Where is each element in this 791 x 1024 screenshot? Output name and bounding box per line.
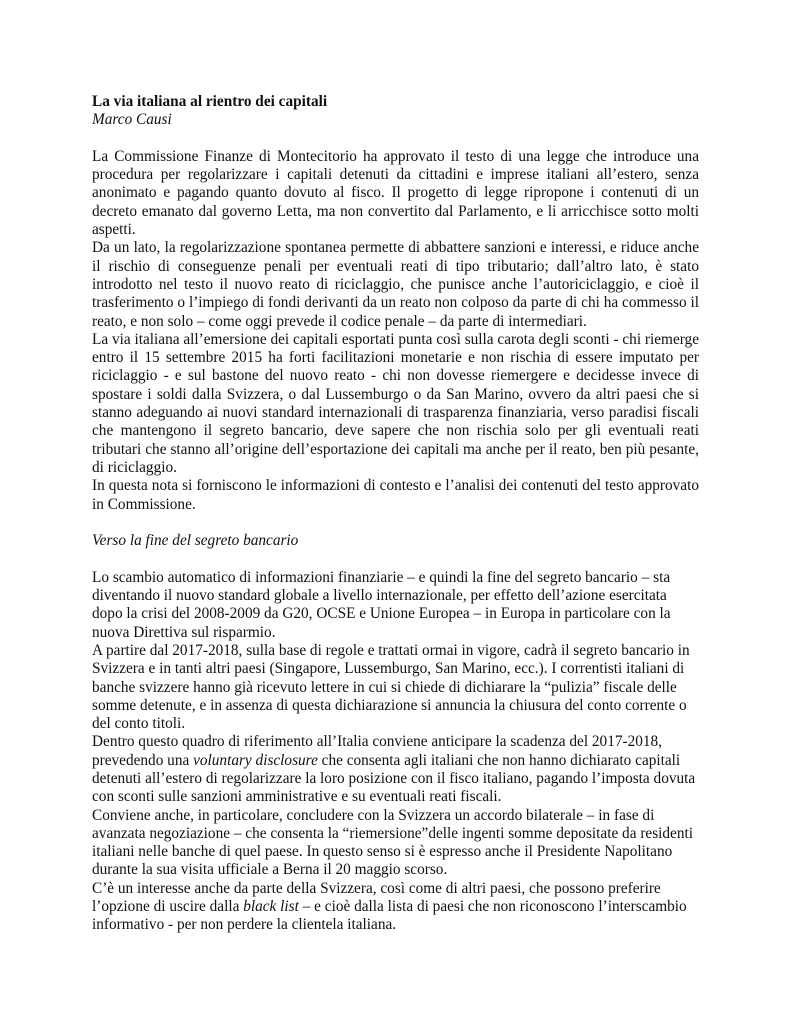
intro-paragraph: In questa nota si forniscono le informazioni di contesto e l’analisi dei contenuti del testo approvato in Commissione.: [92, 477, 699, 513]
document-page: [92, 93, 699, 935]
paragraph-text: Dentro questo quadro di riferimento all’Italia conviene anticipare la scadenza del 2017-2018, prevedendo una: [92, 733, 663, 769]
section-paragraph: Lo scambio automatico di informazioni finanziarie – e quindi la fine del segreto bancario – sta diventando il nuovo standard globale a livello internazionale, per effetto dell’azione esercitata dopo la crisi del 2008-2009 da G20, OCSE e Unione Europea – in Europa in particolare con la nuova Direttiva sul risparmio.: [92, 568, 671, 641]
paragraph-text: C’è un interesse anche da parte della Svizzera, così come di altri paesi, che possono preferire l’opzione di uscire dalla: [92, 879, 661, 916]
intro-paragraph: La Commissione Finanze di Montecitorio ha approvato il testo di una legge che introduce una procedura per regolarizzare i capitali detenuti da cittadini e imprese italiani all’estero, senza anonimato e pagando quanto dovuto al fisco. Il progetto di legge ripropone i contenuti di un decreto emanato dal governo Letta, ma non convertito dal Parlamento, e li arricchisce sotto molti aspetti.: [92, 147, 699, 239]
article-title: La via italiana al rientro dei capitali: [92, 93, 328, 110]
emphasis-text: black list: [243, 898, 299, 916]
paragraph-text: – e cioè dalla lista di paesi che non riconoscono l’interscambio informativo - per non perdere la clientela italiana.: [92, 898, 687, 934]
intro-paragraph: Da un lato, la regolarizzazione spontanea permette di abbattere sanzioni e interessi, e riduce anche il rischio di conseguenze penali per eventuali reati di tipo tributario; dall’altro lato, è stato introdotto nel testo il nuovo reato di riciclaggio, che punisce anche l’autoriciclaggio, e cioè il trasferimento o l’impiego di fondi derivanti da un reato non colposo da parte di chi ha commesso il reato, e non solo – come oggi prevede il codice penale – da parte di intermediari.: [92, 239, 699, 330]
intro-paragraph: La via italiana all’emersione dei capitali esportati punta così sulla carota degli sconti - chi riemerge entro il 15 settembre 2015 ha forti facilitazioni monetarie e non rischia di essere imputato per riciclaggio - e sul bastone del nuovo reato - chi non dovesse riemergere e decidesse invece di spostare i soldi dalla Svizzera, o dal Lussemburgo o da San Marino, ovvero da altri paesi che si stanno adeguando ai nuovi standard internazionali di trasparenza finanziaria, verso paradisi fiscali che mantengono il segreto bancario, deve sapere che non rischia solo per gli eventuali reati tributari che stanno all’origine dell’esportazione dei capitali ma anche per il reato, ben più pesante, di riciclaggio.: [92, 330, 699, 476]
section-paragraph: A partire dal 2017-2018, sulla base di regole e trattati ormai in vigore, cadrà il segreto bancario in Svizzera e in tanti altri paesi (Singapore, Lussemburgo, San Marino, ecc.). I correntisti italiani di banche svizzere hanno già ricevuto lettere in cui si chiede di dichiarare la “pulizia” fiscale delle somme detenute, e in assenza di questa dichiarazione si annuncia la chiusura del conto corrente o del conto titoli.: [92, 641, 690, 733]
section-paragraph: Conviene anche, in particolare, concludere con la Svizzera un accordo bilaterale – in fase di avanzata negoziazione – che consenta la “riemersione”delle ingenti somme depositate da residenti italiani nelle banche di quel paese. In questo senso si è espresso anche il Presidente Napolitano durante la sua visita ufficiale a Berna il 20 maggio scorso.: [92, 806, 693, 879]
paragraph-text: che consenta agli italiani che non hanno dichiarato capitali detenuti all’estero di regolarizzare la loro posizione con il fisco italiano, pagando l’imposta dovuta con sconti sulle sanzioni amministrative e su eventuali reati fiscali.: [92, 751, 696, 806]
section-paragraph: [92, 733, 699, 806]
section-heading: Verso la fine del segreto bancario: [92, 532, 299, 550]
emphasis-text: voluntary disclosure: [193, 751, 318, 769]
section-paragraph: [92, 880, 699, 935]
article-author: Marco Causi: [92, 111, 172, 129]
